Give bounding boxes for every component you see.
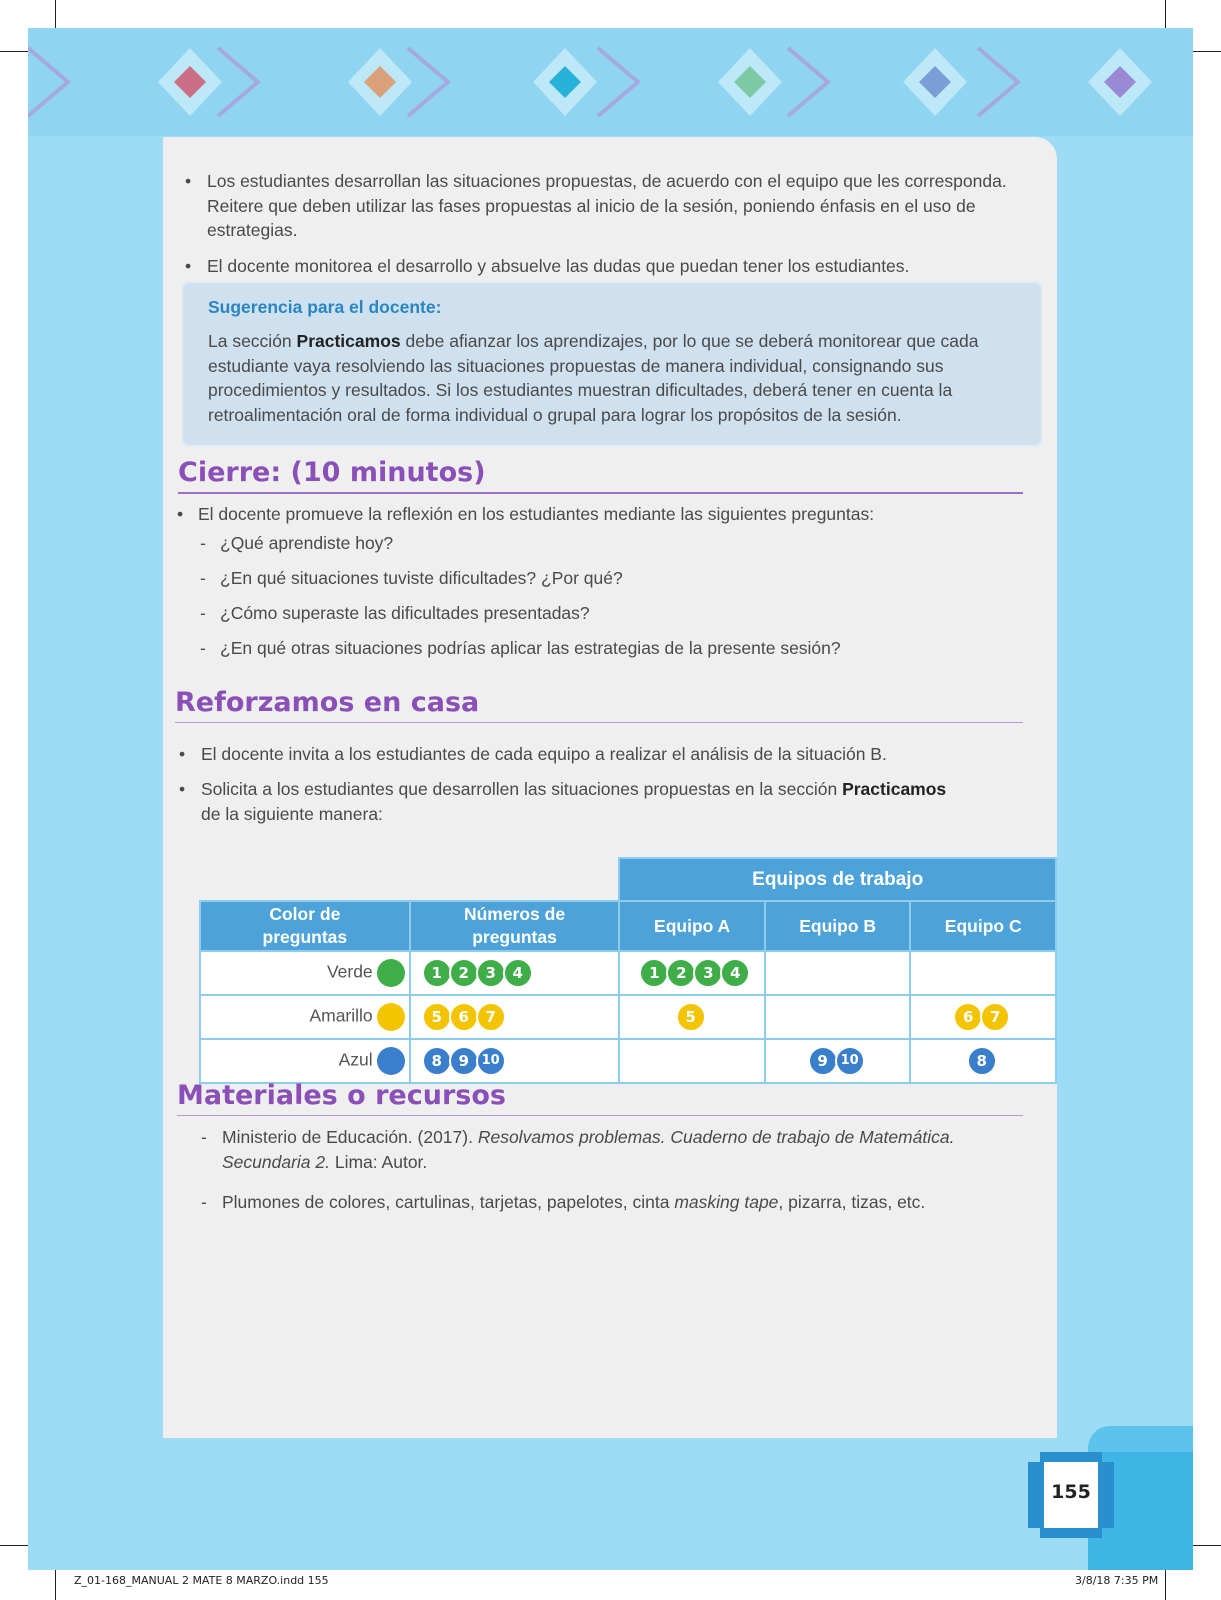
suggestion-text: La sección Practicamos debe afianzar los aprendizajes, por lo que se deberá monitorear que cada estudiante vaya resolviendo las situaciones propuestas de manera individual, consignando sus procedimientos y resultados. Si los estudiantes muestran dificultades, deberá tener en cuenta la retroalimentación oral de forma individual o grupal para lograr los propósitos de la sesión. — [208, 331, 979, 425]
yellow-swatch — [377, 1003, 405, 1031]
list-item: • Los estudiantes desarrollan las situaciones propuestas, de acuerdo con el equipo que les corresponda. Reitere que deben utilizar las fases propuestas al inicio de la sesión, poniendo énfasis en el uso de estrategias. — [185, 171, 1007, 240]
blue-swatch — [377, 1047, 405, 1075]
footer-file-info: Z_01-168_MANUAL 2 MATE 8 MARZO.indd 155 — [74, 1574, 329, 1587]
section-title-materiales: Materiales o recursos — [177, 1080, 506, 1111]
pattern-decoration — [28, 28, 1193, 136]
column-header: Equipo C — [910, 901, 1056, 951]
crop-mark — [1193, 1545, 1221, 1546]
table-row: Amarillo 5 6 7 5 6 7 — [200, 995, 1056, 1039]
table-row: Verde 1 2 3 4 1 2 3 4 — [200, 951, 1056, 995]
crop-mark — [55, 0, 56, 28]
crop-mark — [1165, 1570, 1166, 1600]
page-number: 155 — [1051, 1481, 1091, 1503]
section-divider — [177, 1115, 1023, 1116]
section-divider — [175, 722, 1023, 723]
section-title-cierre: Cierre: (10 minutos) — [178, 457, 486, 488]
group-header: Equipos de trabajo — [619, 858, 1056, 901]
table-row: Azul 8 9 10 9 10 8 — [200, 1039, 1056, 1083]
crop-mark — [0, 51, 28, 52]
green-swatch — [377, 959, 405, 987]
activity-bullets — [163, 169, 1048, 289]
column-header: Equipo A — [619, 901, 765, 951]
list-item: • El docente monitorea el desarrollo y absuelve las dudas que puedan tener los estudiantes. — [185, 255, 910, 276]
teams-table — [199, 857, 1057, 1084]
section-divider — [178, 492, 1023, 494]
suggestion-box — [181, 281, 1043, 447]
suggestion-title: Sugerencia para el docente: — [208, 297, 442, 317]
crop-mark — [1193, 51, 1221, 52]
column-header: Equipo B — [765, 901, 911, 951]
column-header: Color de preguntas — [200, 901, 410, 951]
footer-timestamp: 3/8/18 7:35 PM — [1075, 1574, 1159, 1587]
section-title-refuerzo: Reforzamos en casa — [175, 687, 480, 718]
column-header: Números de preguntas — [410, 901, 620, 951]
crop-mark — [1165, 0, 1166, 28]
crop-mark — [0, 1545, 28, 1546]
crop-mark — [55, 1570, 56, 1600]
decorative-header-band — [28, 28, 1193, 136]
